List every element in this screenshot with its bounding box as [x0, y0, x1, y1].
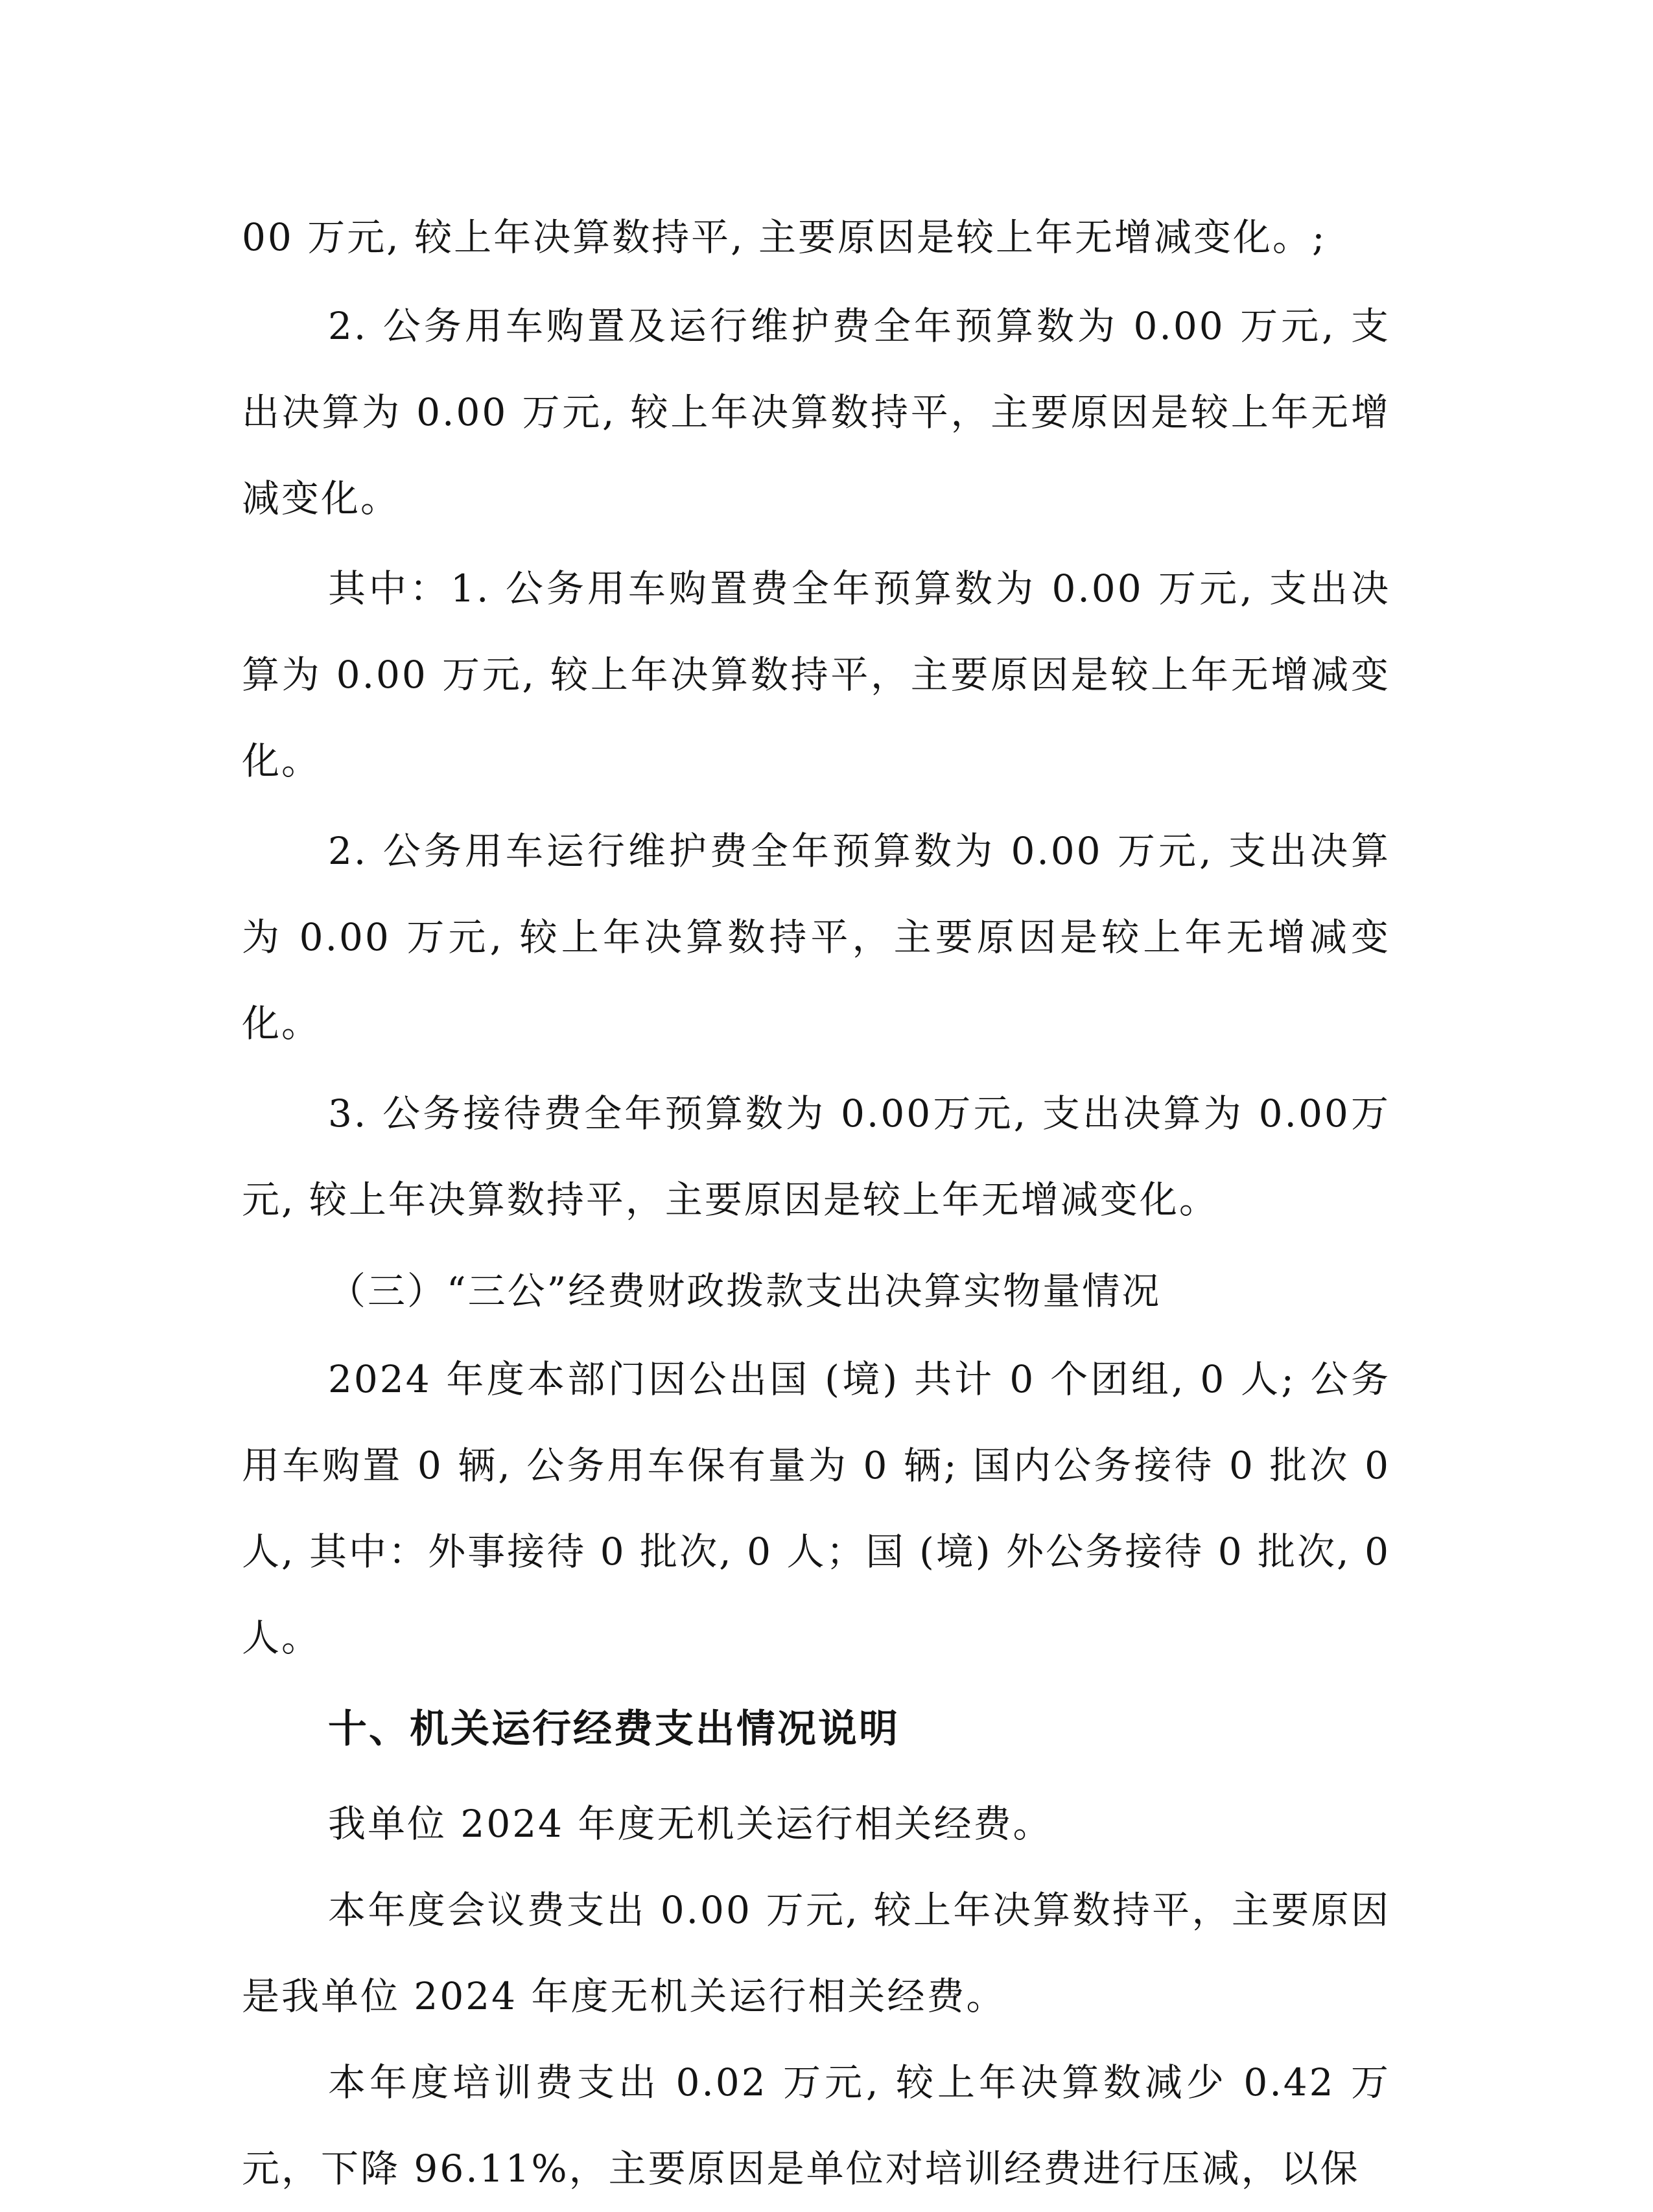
paragraph-no-operating-funds: 我单位 2024 年度无机关运行相关经费。 — [328, 1802, 1053, 1846]
heading-physical-quantity: （三）“三公”经费财政拨款支出决算实物量情况 — [328, 1269, 1162, 1313]
document-body — [242, 194, 1390, 2212]
paragraph-physical-quantity: 2024 年度本部门因公出国 (境) 共计 0 个团组, 0 人; 公务用车购置 0 辆, 公务用车保有量为 0 辆; 国内公务接待 0 批次 0 人, 其中：外事接待 0 批次, 0 人；国 (境) 外公务接待 0 批次, 0 人。 — [242, 1357, 1390, 1660]
paragraph-official-car-total: 2. 公务用车购置及运行维护费全年预算数为 0.00 万元, 支出决算为 0.00 万元, 较上年决算数持平，主要原因是较上年无增减变化。 — [242, 304, 1390, 520]
paragraph-meeting-fee: 本年度会议费支出 0.00 万元, 较上年决算数持平，主要原因是我单位 2024 年度无机关运行相关经费。 — [242, 1888, 1390, 2018]
paragraph-official-reception: 3. 公务接待费全年预算数为 0.00万元, 支出决算为 0.00万元, 较上年决算数持平，主要原因是较上年无增减变化。 — [242, 1091, 1390, 1222]
paragraph-official-car-purchase: 其中：1. 公务用车购置费全年预算数为 0.00 万元, 支出决算为 0.00 万元, 较上年决算数持平，主要原因是较上年无增减变化。 — [242, 566, 1390, 783]
paragraph-official-car-maintenance: 2. 公务用车运行维护费全年预算数为 0.00 万元, 支出决算为 0.00 万元, 较上年决算数持平，主要原因是较上年无增减变化。 — [242, 829, 1390, 1045]
paragraph-training-fee: 本年度培训费支出 0.02 万元, 较上年决算数减少 0.42 万元，下降 96.11%，主要原因是单位对培训经费进行压减，以保 — [242, 2060, 1390, 2191]
heading-section-10: 十、机关运行经费支出情况说明 — [328, 1706, 900, 1752]
paragraph-three-public-continued: 00 万元, 较上年决算数持平, 主要原因是较上年无增减变化。; — [242, 215, 1327, 259]
